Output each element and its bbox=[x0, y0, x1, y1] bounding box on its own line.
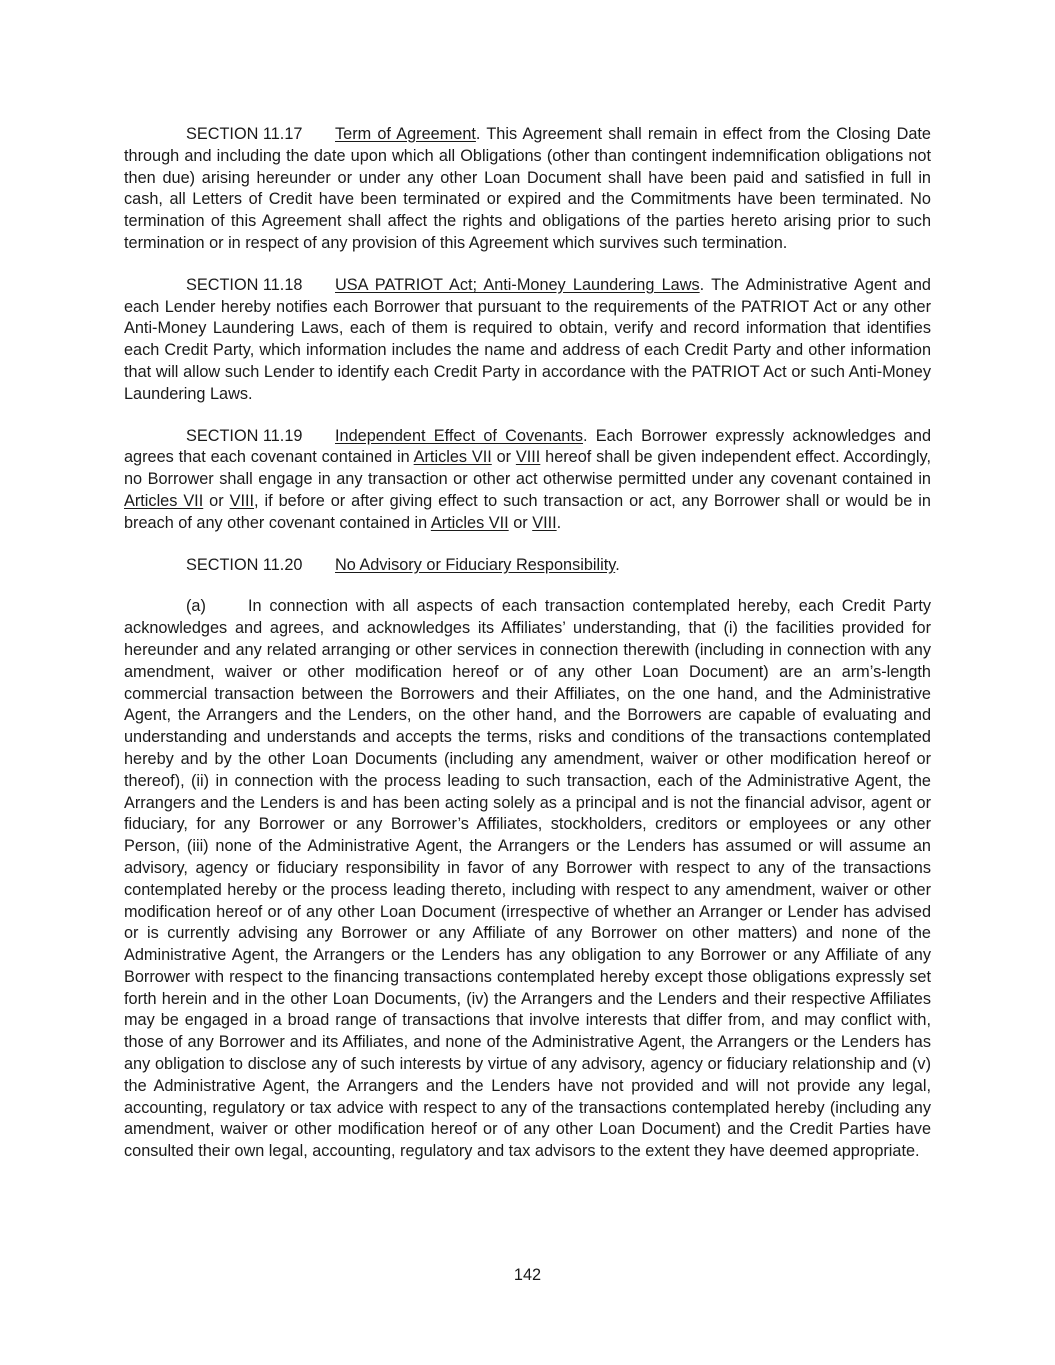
section-body: . The Administrative Agent and each Lender hereby notifies each Borrower that pursuant to the requirements of the PATRIOT Act or any other Anti-Money Laundering Laws, each of them is required to obtain, verify and record information that identifies each Credit Party, which information includes the name and address of each Credit Party and other information that will allow such Lender to identify each Credit Party in accordance with the PATRIOT Act or such Anti-Money Laundering Laws. bbox=[124, 275, 931, 403]
section-body: . This Agreement shall remain in effect from the Closing Date through and including the date upon which all Obligations (other than contingent indemnification obligations not then due) arising hereunder or under any other Loan Document shall have been paid and satisfied in full in cash, all Letters of Credit have been terminated or expired and the Commitments have been terminated. No termination of this Agreement shall affect the rights and obligations of the parties hereto arising prior to such termination or in respect of any provision of this Agreement which survives such termination. bbox=[124, 125, 931, 252]
clause-label: (a) bbox=[186, 597, 206, 616]
section-11-19 bbox=[124, 426, 931, 535]
clause-body: In connection with all aspects of each transaction contemplated hereby, each Credit Party acknowledges and agrees, and acknowledges its Affiliates’ understanding, that (i) the facilities provided for hereunder and any related arranging or other services in connection therewith (including in connection with any amendment, waiver or other modification hereof or of any other Loan Document) are an arm’s-length commercial transaction between the Borrowers and their Affiliates, on the one hand, and the Administrative Agent, the Arrangers and the Lenders, on the other hand, and the Borrowers are capable of evaluating and understanding and understands and accepts the terms, risks and conditions of the transactions contemplated hereby and by the other Loan Documents (including any amendment, waiver or other modification hereof or thereof), (ii) in connection with the process leading to such transaction, each of the Administrative Agent, the Arrangers and the Lenders is and has been acting solely as a principal and is not the financial advisor, agent or fiduciary, for any Borrower or any Borrower’s Affiliates, stockholders, creditors or employees or any other Person, (iii) none of the Administrative Agent, the Arrangers or the Lenders has assumed or will assume an advisory, agency or fiduciary responsibility in favor of any Borrower with respect to any of the transactions contemplated hereby or the process leading thereto, including with respect to any amendment, waiver or other modification hereof or of any other Loan Document (irrespective of whether an Arranger or Lender has advised or is currently advising any Borrower or any Affiliate of any Borrower on other matters) and none of the Administrative Agent, the Arrangers or the Lenders has any obligation to any Borrower or any Affiliate of any Borrower with respect to the financing transactions contemplated hereby except those obligations expressly set forth herein and in the other Loan Documents, (iv) the Arrangers and the Lenders and their respective Affiliates may be engaged in a broad range of transactions that involve interests that differ from, and may conflict with, those of any Borrower and its Affiliates, and none of the Administrative Agent, the Arrangers or the Lenders has any obligation to disclose any of such interests by virtue of any advisory, agency or fiduciary relationship and (v) the Administrative Agent, the Arrangers and the Lenders have not provided and will not provide any legal, accounting, regulatory or tax advice with respect to any of the transactions contemplated hereby (including any amendment, waiver or other modification hereof or of any other Loan Document) and the Credit Parties have consulted their own legal, accounting, regulatory and tax advisors to the extent they have deemed appropriate. bbox=[124, 597, 931, 1161]
section-11-18 bbox=[124, 275, 931, 406]
article-reference: VIII bbox=[229, 491, 255, 510]
article-reference: Articles VII bbox=[430, 513, 509, 532]
section-number: SECTION 11.19 bbox=[186, 426, 303, 445]
section-body-text: or bbox=[491, 448, 516, 467]
section-body-text: . bbox=[556, 513, 562, 532]
article-reference: Articles VII bbox=[124, 491, 204, 510]
section-body-text: or bbox=[508, 513, 533, 532]
section-title: USA PATRIOT Act; Anti-Money Laundering Laws bbox=[335, 275, 700, 294]
section-body-text: or bbox=[203, 491, 230, 510]
article-reference: VIII bbox=[515, 448, 541, 467]
section-title: Independent Effect of Covenants bbox=[335, 426, 584, 445]
section-title: Term of Agreement bbox=[335, 125, 476, 143]
section-body-text: , if before or after giving effect to such transaction or act, any Borrower shall or would be in breach of any other covenant contained in bbox=[124, 491, 931, 532]
section-number: SECTION 11.20 bbox=[186, 555, 303, 574]
article-reference: Articles VII bbox=[413, 448, 492, 467]
section-title: No Advisory or Fiduciary Responsibility bbox=[335, 555, 616, 574]
section-title-end: . bbox=[615, 555, 620, 574]
page-number: 142 bbox=[513, 1266, 542, 1284]
section-number: SECTION 11.18 bbox=[186, 275, 303, 294]
section-11-17 bbox=[124, 124, 931, 255]
section-body-text: hereof shall be given independent effect. Accordingly, no Borrower shall engage in any transaction or other act otherwise permitted under any covenant contained in bbox=[124, 448, 931, 489]
section-11-20-heading bbox=[124, 555, 931, 577]
section-number: SECTION 11.17 bbox=[186, 125, 303, 143]
section-11-20-clause-a bbox=[124, 596, 931, 1163]
article-reference: VIII bbox=[532, 513, 557, 532]
section-body-text: . Each Borrower expressly acknowledges and agrees that each covenant contained in bbox=[124, 426, 931, 467]
document-page bbox=[124, 124, 931, 1163]
